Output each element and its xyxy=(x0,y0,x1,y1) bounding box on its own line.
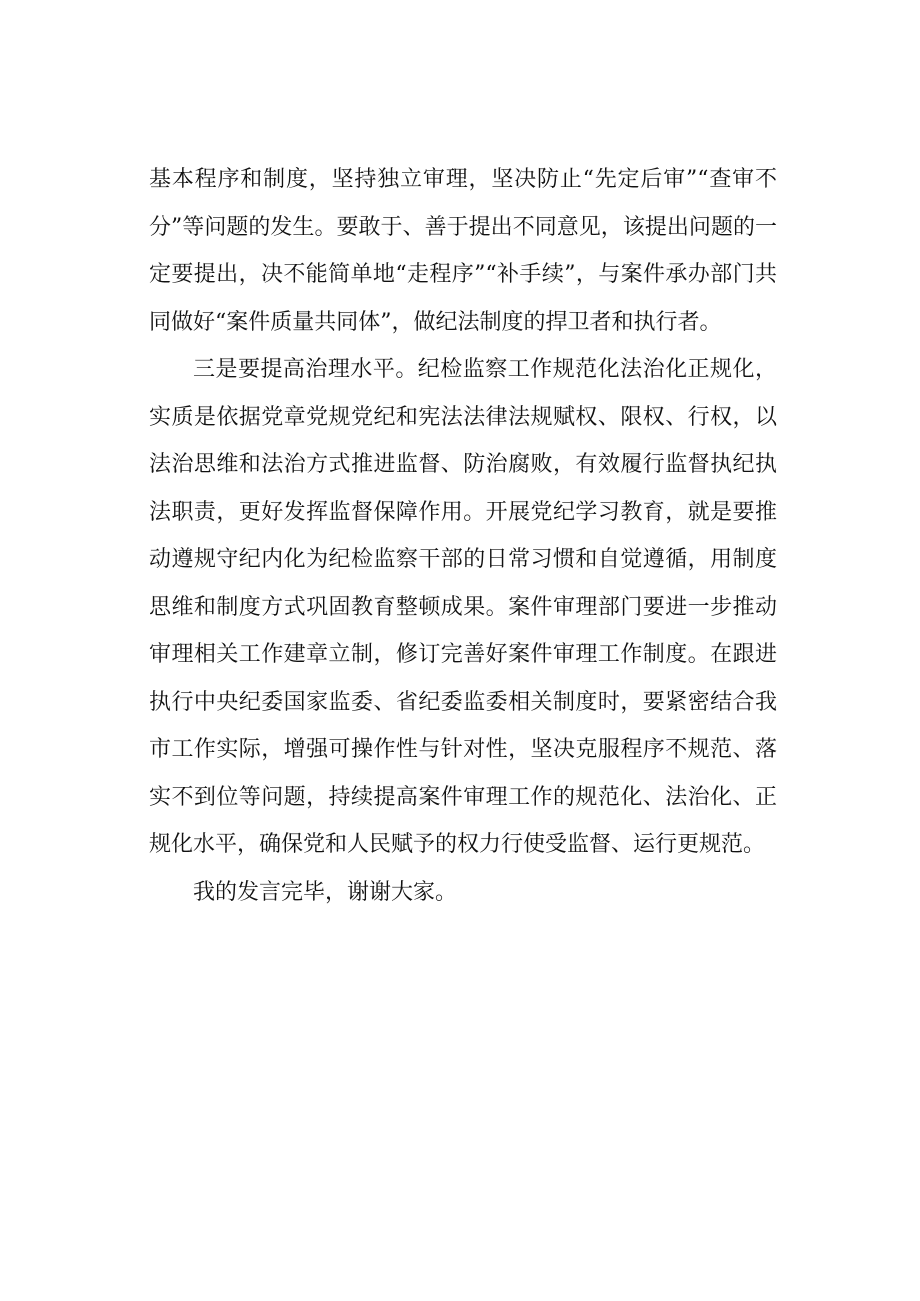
document-body xyxy=(149,156,777,916)
paragraph-continuation: 基本程序和制度，坚持独立审理，坚决防止“先定后审”“查审不分”等问题的发生。要敢于、善于提出不同意见，该提出问题的一定要提出，决不能简单地“走程序”“补手续”，与案件承办部门共同做好“案件质量共同体”，做纪法制度的捍卫者和执行者。 xyxy=(149,167,777,335)
paragraph-governance: 三是要提高治理水平。纪检监察工作规范化法治化正规化，实质是依据党章党规党纪和宪法法律法规赋权、限权、行权，以法治思维和法治方式推进监督、防治腐败，有效履行监督执纪执法职责，更好发挥监督保障作用。开展党纪学习教育，就是要推动遵规守纪内化为纪检监察干部的日常习惯和自觉遵循，用制度思维和制度方式巩固教育整顿成果。案件审理部门要进一步推动审理相关工作建章立制，修订完善好案件审理工作制度。在跟进执行中央纪委国家监委、省纪委监委相关制度时，要紧密结合我市工作实际，增强可操作性与针对性，坚决克服程序不规范、落实不到位等问题，持续提高案件审理工作的规范化、法治化、正规化水平，确保党和人民赋予的权力行使受监督、运行更规范。 xyxy=(149,357,777,857)
paragraph-closing: 我的发言完毕，谢谢大家。 xyxy=(193,879,458,905)
